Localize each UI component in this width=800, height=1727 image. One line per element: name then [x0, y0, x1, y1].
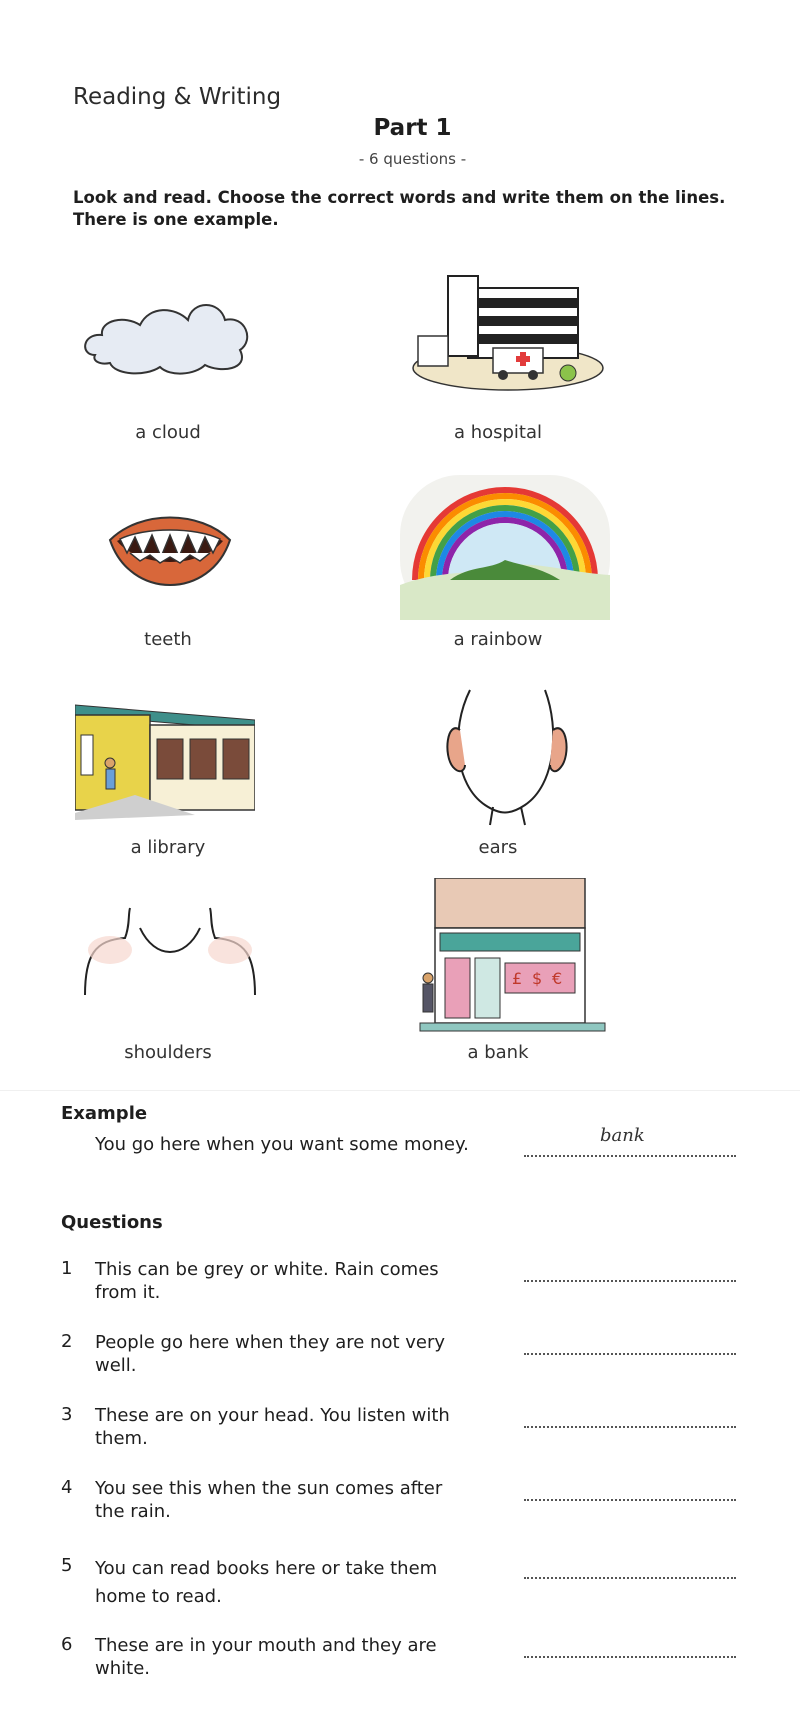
- answer-line[interactable]: [524, 1333, 736, 1355]
- question-number: 3: [61, 1404, 73, 1425]
- svg-text:£: £: [512, 969, 523, 988]
- question-count: - 6 questions -: [358, 150, 467, 168]
- picture-label: a bank: [467, 1042, 529, 1063]
- picture-label: shoulders: [124, 1042, 212, 1063]
- answer-line[interactable]: [524, 1636, 736, 1658]
- question-number: 2: [61, 1331, 73, 1352]
- rainbow-icon: [400, 475, 610, 620]
- shoulders-icon: [80, 900, 260, 1005]
- ears-icon: [425, 675, 585, 830]
- question-text: These are on your head. You listen with them.: [95, 1405, 450, 1449]
- part-title: Part 1: [373, 115, 452, 141]
- picture-label: teeth: [144, 629, 192, 650]
- cloud-icon: [80, 285, 255, 380]
- question-number: 1: [61, 1258, 73, 1279]
- section-title: Reading & Writing: [73, 84, 282, 110]
- picture-label: a rainbow: [453, 629, 543, 650]
- example-text: You go here when you want some money.: [95, 1134, 469, 1155]
- svg-text:$: $: [532, 969, 543, 988]
- question-text: This can be grey or white. Rain comes from it.: [95, 1259, 439, 1303]
- hospital-icon: [408, 268, 608, 393]
- answer-line[interactable]: [524, 1557, 736, 1579]
- divider: [0, 1090, 800, 1091]
- teeth-icon: [105, 505, 235, 595]
- example-heading: Example: [61, 1103, 148, 1124]
- answer-line[interactable]: [524, 1406, 736, 1428]
- question-text: People go here when they are not very well.: [95, 1332, 446, 1376]
- bank-icon: [410, 878, 610, 1038]
- picture-label: a hospital: [453, 422, 543, 443]
- picture-label: a library: [130, 837, 206, 858]
- answer-line[interactable]: [524, 1260, 736, 1282]
- question-text: You see this when the sun comes after the rain.: [95, 1478, 443, 1522]
- library-icon: [75, 695, 255, 820]
- svg-text:€: €: [552, 969, 563, 988]
- question-number: 6: [61, 1634, 73, 1655]
- picture-label: a cloud: [135, 422, 201, 443]
- question-text: You can read books here or take them home to read.: [95, 1558, 438, 1607]
- answer-line[interactable]: [524, 1479, 736, 1501]
- questions-heading: Questions: [61, 1212, 163, 1233]
- instructions: Look and read. Choose the correct words and write them on the lines. There is one example.: [73, 188, 726, 229]
- question-number: 5: [61, 1555, 73, 1576]
- example-answer: bank: [600, 1125, 645, 1146]
- question-number: 4: [61, 1477, 73, 1498]
- question-text: These are in your mouth and they are white.: [95, 1635, 437, 1679]
- picture-label: ears: [478, 837, 518, 858]
